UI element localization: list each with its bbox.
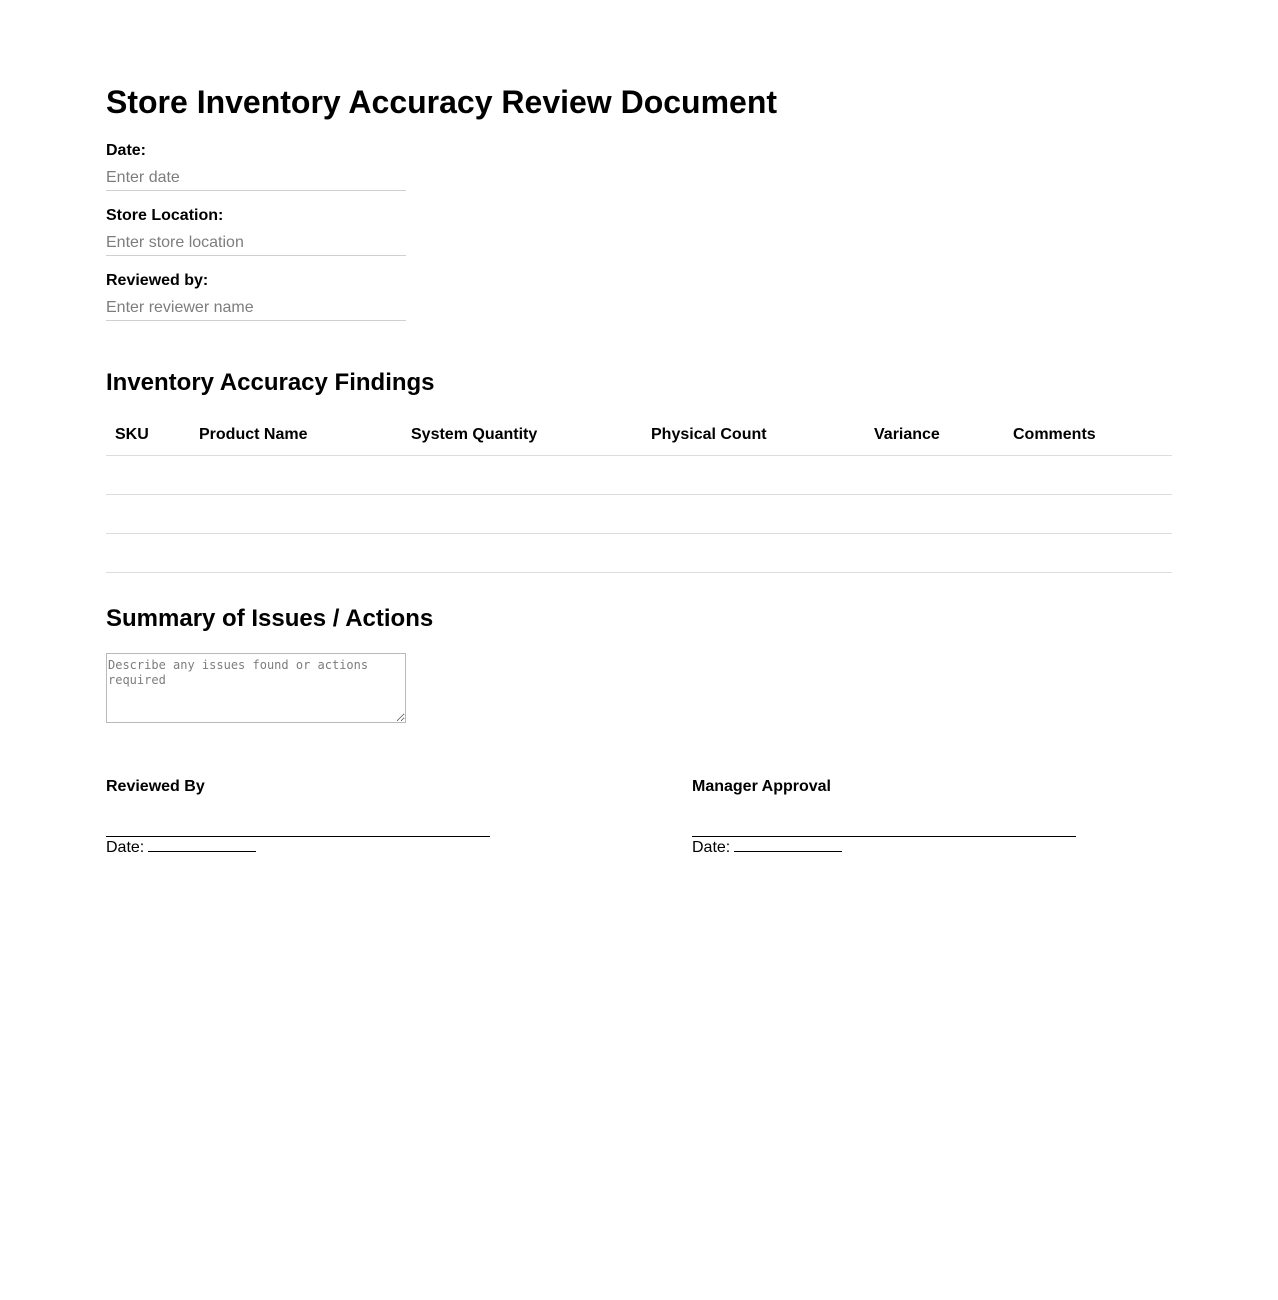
table-cell-physical-count[interactable]: [642, 495, 865, 534]
column-header-variance: Variance: [865, 415, 1004, 456]
reviewer-signature-block: [106, 778, 490, 857]
findings-heading: Inventory Accuracy Findings: [106, 369, 435, 396]
table-header-row: [106, 415, 1172, 456]
store-location-input[interactable]: [106, 230, 406, 256]
column-header-comments: Comments: [1004, 415, 1172, 456]
reviewed-by-field-group: [106, 272, 406, 321]
manager-signature-title: Manager Approval: [692, 778, 831, 795]
document-title: Store Inventory Accuracy Review Document: [106, 84, 778, 120]
table-cell-sku[interactable]: [106, 495, 190, 534]
findings-table: [106, 415, 1172, 573]
date-field-group: [106, 142, 406, 191]
table-row: [106, 495, 1172, 534]
table-cell-system-quantity[interactable]: [402, 456, 642, 495]
table-cell-variance[interactable]: [865, 534, 1004, 573]
reviewer-signature-title: Reviewed By: [106, 778, 205, 795]
table-cell-product-name[interactable]: [190, 534, 402, 573]
column-header-system-quantity: System Quantity: [402, 415, 642, 456]
column-header-sku: SKU: [106, 415, 190, 456]
column-header-product-name: Product Name: [190, 415, 402, 456]
date-input[interactable]: [106, 165, 406, 191]
table-cell-variance[interactable]: [865, 495, 1004, 534]
table-cell-physical-count[interactable]: [642, 456, 865, 495]
table-cell-sku[interactable]: [106, 456, 190, 495]
table-cell-product-name[interactable]: [190, 495, 402, 534]
column-header-physical-count: Physical Count: [642, 415, 865, 456]
table-cell-physical-count[interactable]: [642, 534, 865, 573]
manager-date-label: Date:: [692, 839, 731, 856]
table-cell-comments[interactable]: [1004, 456, 1172, 495]
store-location-field-group: [106, 207, 406, 256]
summary-textarea[interactable]: [106, 653, 406, 723]
reviewer-date-row: [106, 837, 490, 857]
table-cell-variance[interactable]: [865, 456, 1004, 495]
manager-date-line: [734, 837, 842, 852]
table-cell-sku[interactable]: [106, 534, 190, 573]
manager-signature-block: [692, 778, 1076, 857]
reviewed-by-label: Reviewed by:: [106, 272, 209, 289]
reviewed-by-input[interactable]: [106, 295, 406, 321]
summary-heading: Summary of Issues / Actions: [106, 605, 434, 632]
table-cell-system-quantity[interactable]: [402, 534, 642, 573]
table-cell-comments[interactable]: [1004, 495, 1172, 534]
table-row: [106, 534, 1172, 573]
reviewer-date-label: Date:: [106, 839, 145, 856]
reviewer-date-line: [148, 837, 256, 852]
store-location-label: Store Location:: [106, 207, 224, 224]
table-cell-comments[interactable]: [1004, 534, 1172, 573]
table-cell-product-name[interactable]: [190, 456, 402, 495]
table-cell-system-quantity[interactable]: [402, 495, 642, 534]
table-row: [106, 456, 1172, 495]
date-label: Date:: [106, 142, 147, 159]
manager-date-row: [692, 837, 1076, 857]
